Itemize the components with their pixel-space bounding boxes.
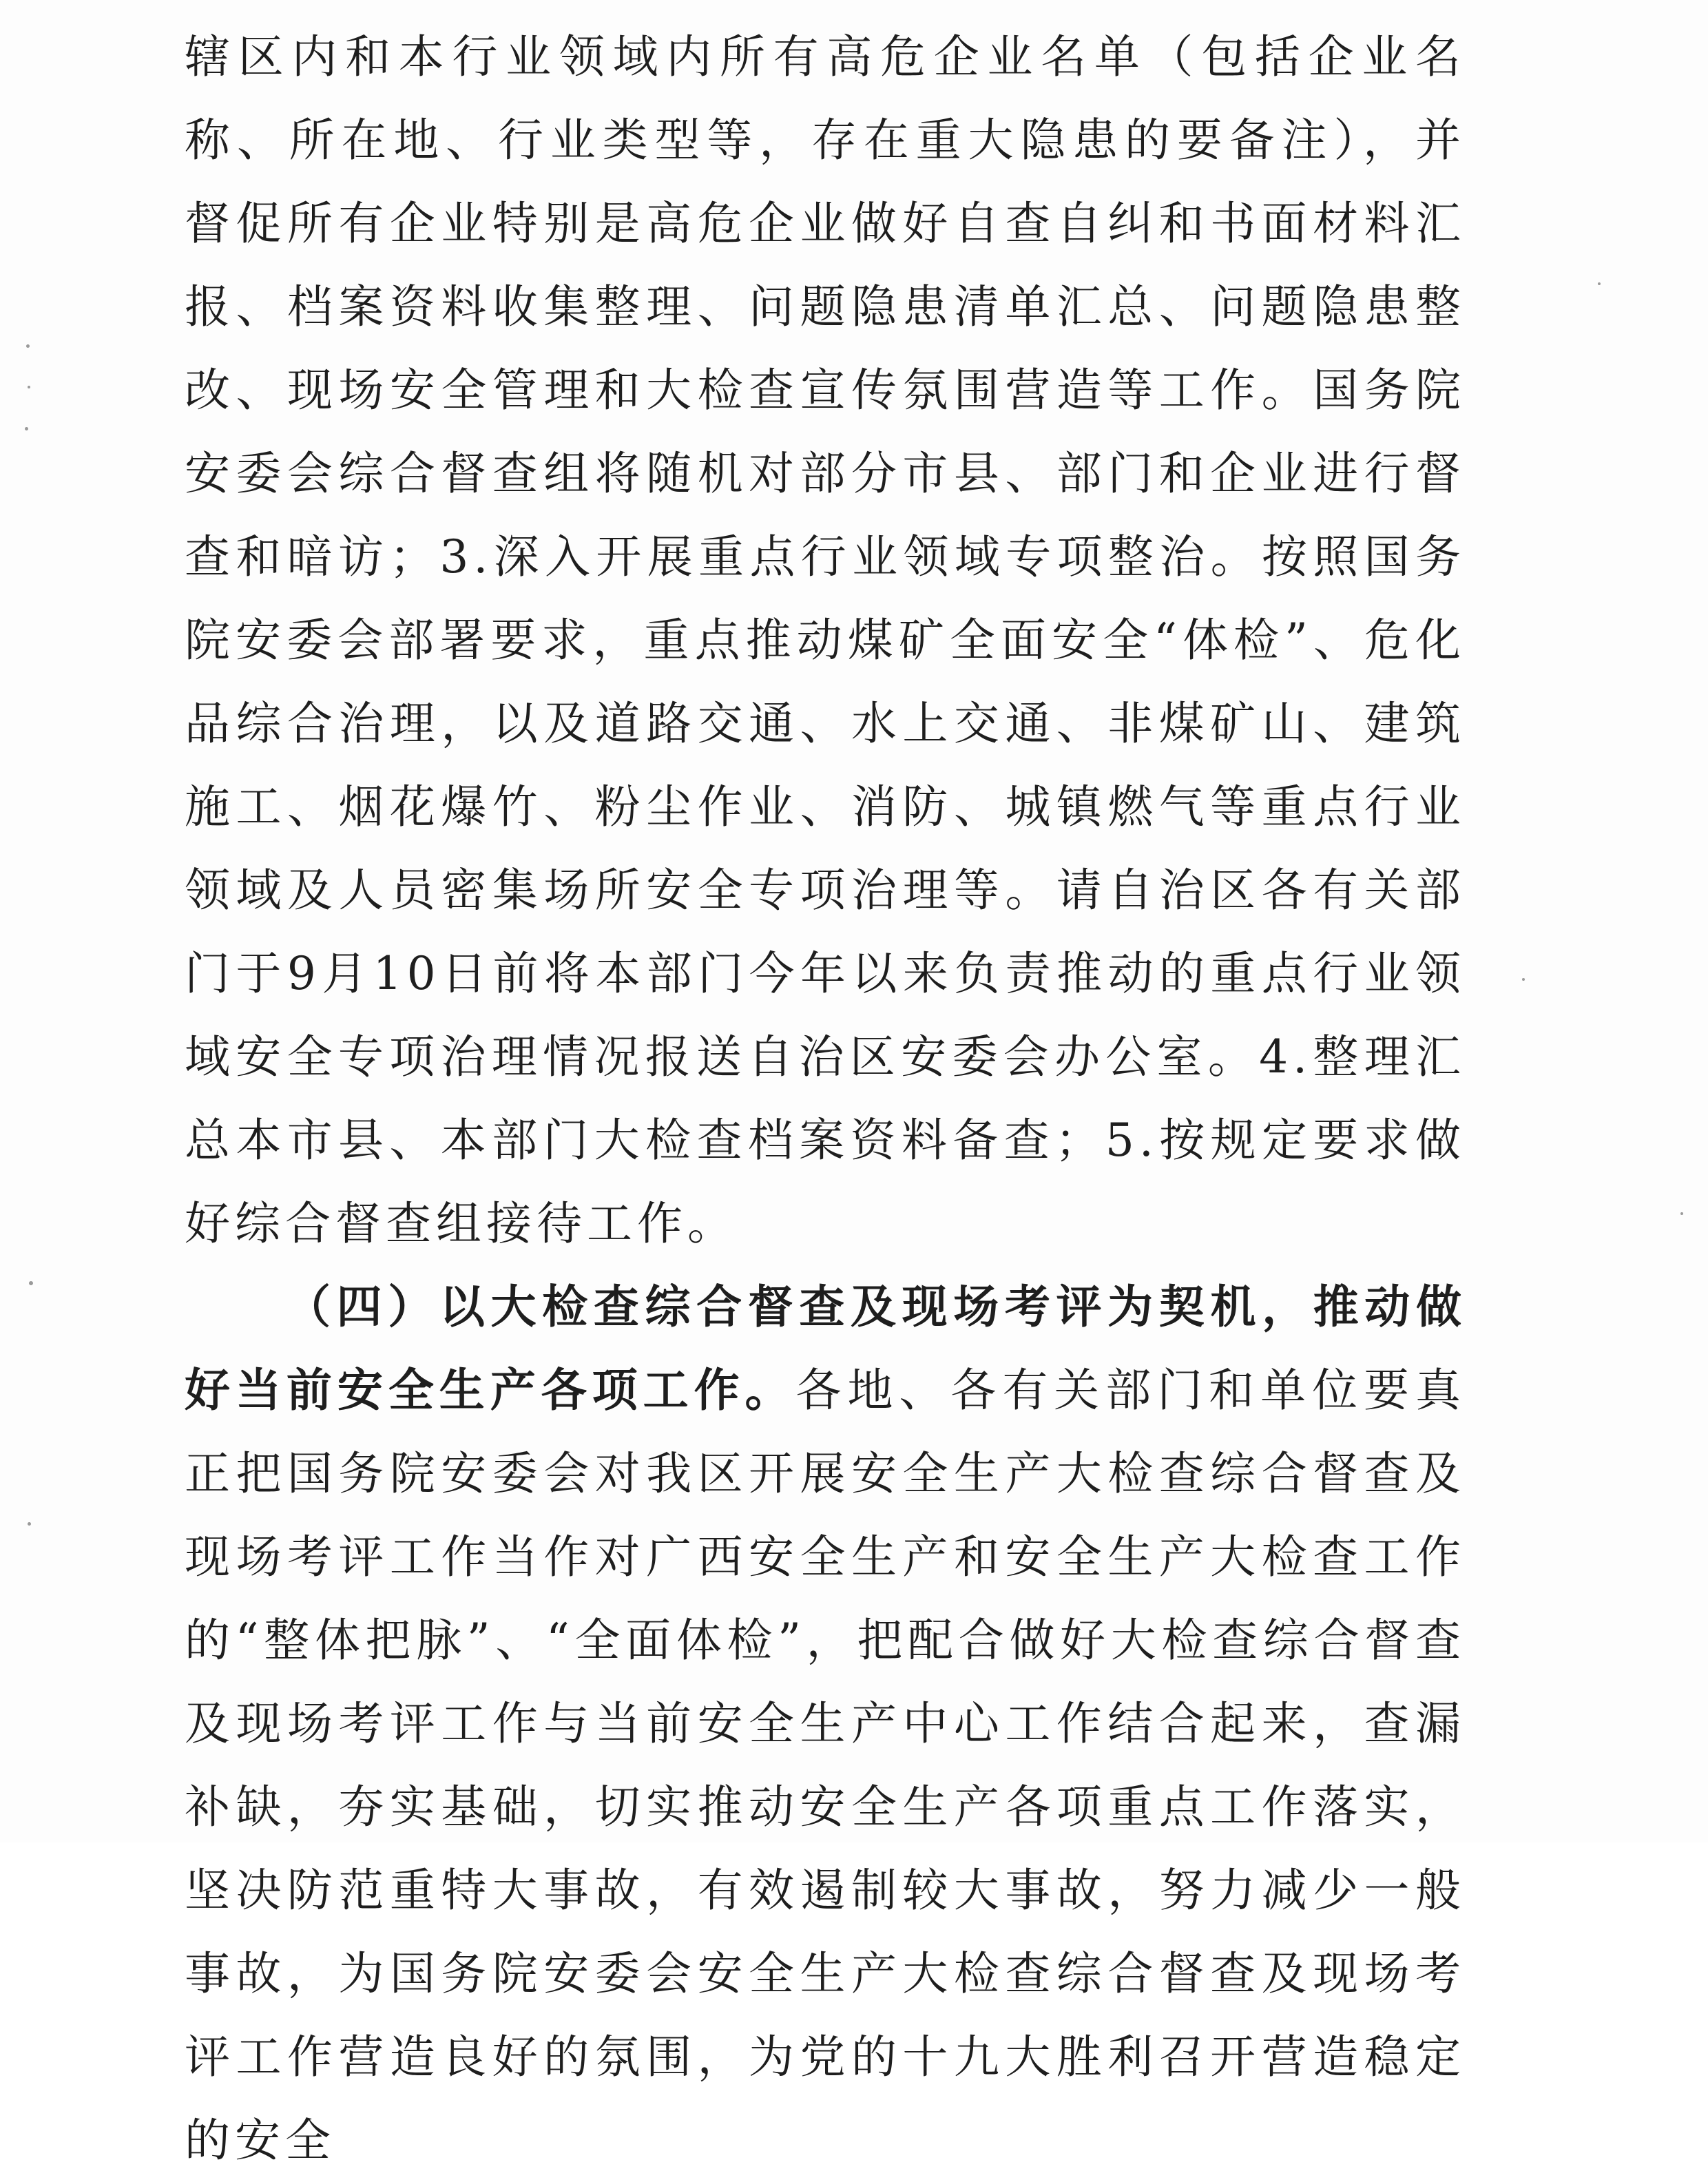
body-paragraph (185, 15, 1466, 1265)
section-paragraph (185, 1265, 1466, 2182)
scan-speck (1680, 1212, 1683, 1215)
scan-speck (29, 1281, 33, 1285)
section-heading: （四）以大检查综合督查及现场考评为契机，推动做好当前安全生产各项工作。 (185, 1280, 1466, 1417)
scan-speck (1598, 282, 1601, 285)
scan-speck (28, 1522, 31, 1526)
scan-speck (25, 427, 28, 430)
scan-speck (26, 344, 30, 348)
section-body-text: 各地、各有关部门和单位要真正把国务院安委会对我区开展安全生产大检查综合督查及现场考评工作当作对广西安全生产和安全生产大检查工作的“整体把脉”、“全面体检”，把配合做好大检查综合督查及现场考评工作与当前安全生产中心工作结合起来，查漏补缺，夯实基础，切实推动安全生产各项重点工作落实，坚决防范重特大事故，有效遏制较大事故，努力减少一般事故，为国务院安委会安全生产大检查综合督查及现场考评工作营造良好的氛围，为党的十九大胜利召开营造稳定的安全 (185, 1364, 1466, 2167)
paragraph-text: 辖区内和本行业领域内所有高危企业名单（包括企业名称、所在地、行业类型等，存在重大隐患的要备注），并督促所有企业特别是高危企业做好自查自纠和书面材料汇报、档案资料收集整理、问题隐患清单汇总、问题隐患整改、现场安全管理和大检查宣传氛围营造等工作。国务院安委会综合督查组将随机对部分市县、部门和企业进行督查和暗访；3.深入开展重点行业领域专项整治。按照国务院安委会部署要求，重点推动煤矿全面安全“体检”、危化品综合治理，以及道路交通、水上交通、非煤矿山、建筑施工、烟花爆竹、粉尘作业、消防、城镇燃气等重点行业领域及人员密集场所安全专项治理等。请自治区各有关部门于9月10日前将本部门今年以来负责推动的重点行业领域安全专项治理情况报送自治区安委会办公室。4.整理汇总本市县、本部门大检查档案资料备查；5.按规定要求做好综合督查组接待工作。 (185, 30, 1466, 1250)
document-body (185, 0, 1466, 2182)
scan-speck (1522, 978, 1525, 981)
scan-speck (28, 386, 30, 388)
